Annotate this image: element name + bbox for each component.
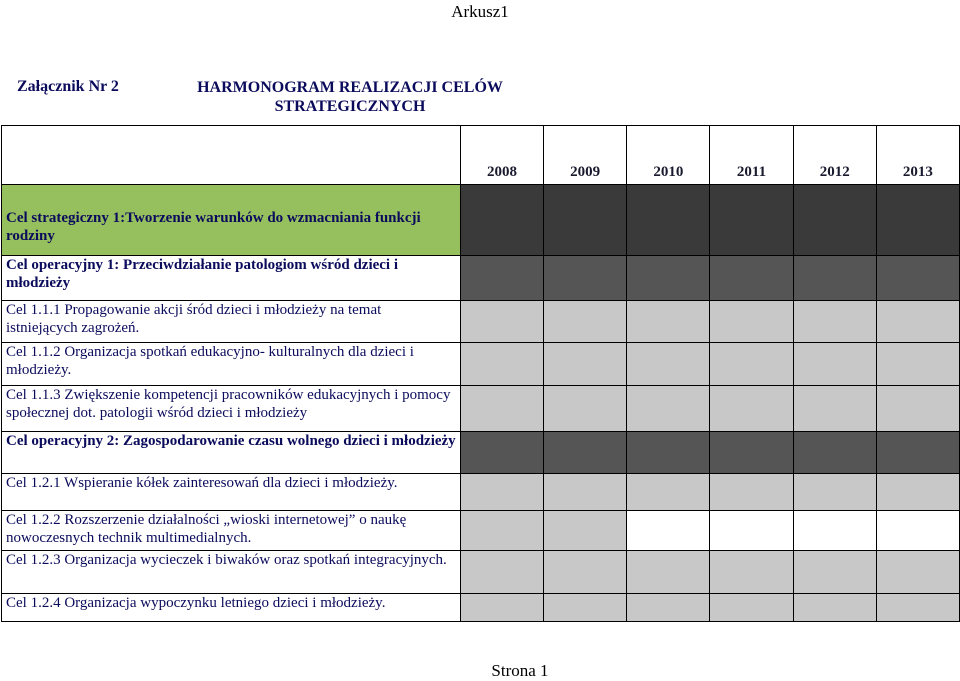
year-cell-2009 [544, 594, 627, 622]
year-cell-2008 [460, 256, 543, 301]
schedule-row [2, 474, 960, 511]
year-cell-2012 [793, 386, 876, 432]
year-cell-2013 [876, 386, 959, 432]
page-title: HARMONOGRAM REALIZACJI CELÓW STRATEGICZNYCH [197, 79, 503, 115]
year-cell-2009 [544, 474, 627, 511]
year-header: 2011 [710, 126, 793, 185]
schedule-row [2, 343, 960, 386]
year-cell-2010 [627, 343, 710, 386]
year-cell-2012 [793, 301, 876, 343]
year-cell-2013 [876, 301, 959, 343]
year-cell-2013 [876, 432, 959, 474]
year-cell-2010 [627, 256, 710, 301]
task-cell: Cel 1.2.3 Organizacja wycieczek i biwaków oraz spotkań integracyjnych. [2, 551, 461, 594]
task-cell: Cel 1.1.3 Zwiększenie kompetencji pracowników edukacyjnych i pomocy społecznej dot. patologii wśród dzieci i młodzieży [2, 386, 461, 432]
year-cell-2011 [710, 511, 793, 551]
schedule-row [2, 185, 960, 256]
task-cell: Cel 1.1.2 Organizacja spotkań edukacyjno- kulturalnych dla dzieci i młodzieży. [2, 343, 461, 386]
year-cell-2012 [793, 432, 876, 474]
year-cell-2009 [544, 551, 627, 594]
header-blank-cell [2, 126, 461, 185]
task-cell: Cel 1.1.1 Propagowanie akcji śród dzieci i młodzieży na temat istniejących zagrożeń. [2, 301, 461, 343]
annex-label: Załącznik Nr 2 [17, 78, 119, 95]
year-header: 2013 [876, 126, 959, 185]
year-cell-2011 [710, 256, 793, 301]
year-cell-2010 [627, 386, 710, 432]
schedule-table [1, 125, 960, 622]
year-cell-2013 [876, 511, 959, 551]
year-cell-2008 [460, 551, 543, 594]
schedule-row [2, 511, 960, 551]
year-cell-2010 [627, 551, 710, 594]
schedule-row [2, 386, 960, 432]
year-cell-2012 [793, 551, 876, 594]
year-cell-2009 [544, 256, 627, 301]
year-cell-2011 [710, 301, 793, 343]
year-cell-2008 [460, 432, 543, 474]
schedule-row [2, 301, 960, 343]
year-cell-2013 [876, 551, 959, 594]
year-cell-2009 [544, 343, 627, 386]
year-cell-2013 [876, 474, 959, 511]
year-cell-2012 [793, 185, 876, 256]
year-cell-2012 [793, 256, 876, 301]
year-cell-2010 [627, 432, 710, 474]
year-cell-2010 [627, 511, 710, 551]
schedule-row [2, 432, 960, 474]
year-cell-2008 [460, 343, 543, 386]
year-cell-2013 [876, 343, 959, 386]
year-cell-2010 [627, 474, 710, 511]
year-cell-2013 [876, 256, 959, 301]
year-cell-2008 [460, 386, 543, 432]
year-cell-2012 [793, 474, 876, 511]
year-cell-2012 [793, 511, 876, 551]
year-cell-2008 [460, 301, 543, 343]
year-cell-2011 [710, 185, 793, 256]
year-cell-2009 [544, 511, 627, 551]
year-cell-2008 [460, 594, 543, 622]
task-cell: Cel 1.2.1 Wspieranie kółek zainteresowań dla dzieci i młodzieży. [2, 474, 461, 511]
schedule-row [2, 551, 960, 594]
year-cell-2009 [544, 301, 627, 343]
year-cell-2012 [793, 594, 876, 622]
year-cell-2008 [460, 185, 543, 256]
year-cell-2009 [544, 386, 627, 432]
year-cell-2012 [793, 343, 876, 386]
year-cell-2009 [544, 185, 627, 256]
year-cell-2009 [544, 432, 627, 474]
schedule-row [2, 256, 960, 301]
year-cell-2011 [710, 386, 793, 432]
year-cell-2011 [710, 474, 793, 511]
year-header: 2012 [793, 126, 876, 185]
year-header: 2008 [460, 126, 543, 185]
strategic-goal-cell: Cel strategiczny 1:Tworzenie warunków do wzmacniania funkcji rodziny [2, 185, 461, 256]
year-cell-2008 [460, 474, 543, 511]
year-cell-2008 [460, 511, 543, 551]
sheet-name: Arkusz1 [451, 2, 509, 21]
task-cell: Cel 1.2.2 Rozszerzenie działalności „wioski internetowej” o naukę nowoczesnych technik multimedialnych. [2, 511, 461, 551]
year-cell-2013 [876, 185, 959, 256]
operational-goal-cell: Cel operacyjny 1: Przeciwdziałanie patologiom wśród dzieci i młodzieży [2, 256, 461, 301]
task-cell: Cel 1.2.4 Organizacja wypoczynku letniego dzieci i młodzieży. [2, 594, 461, 622]
year-cell-2010 [627, 185, 710, 256]
operational-goal-cell: Cel operacyjny 2: Zagospodarowanie czasu wolnego dzieci i młodzieży [2, 432, 461, 474]
year-cell-2013 [876, 594, 959, 622]
schedule-row [2, 594, 960, 622]
year-cell-2011 [710, 343, 793, 386]
year-header-row [2, 126, 960, 185]
year-cell-2011 [710, 551, 793, 594]
year-cell-2011 [710, 594, 793, 622]
year-cell-2010 [627, 301, 710, 343]
year-cell-2010 [627, 594, 710, 622]
year-header: 2010 [627, 126, 710, 185]
page-footer: Strona 1 [491, 661, 549, 680]
year-header: 2009 [544, 126, 627, 185]
year-cell-2011 [710, 432, 793, 474]
